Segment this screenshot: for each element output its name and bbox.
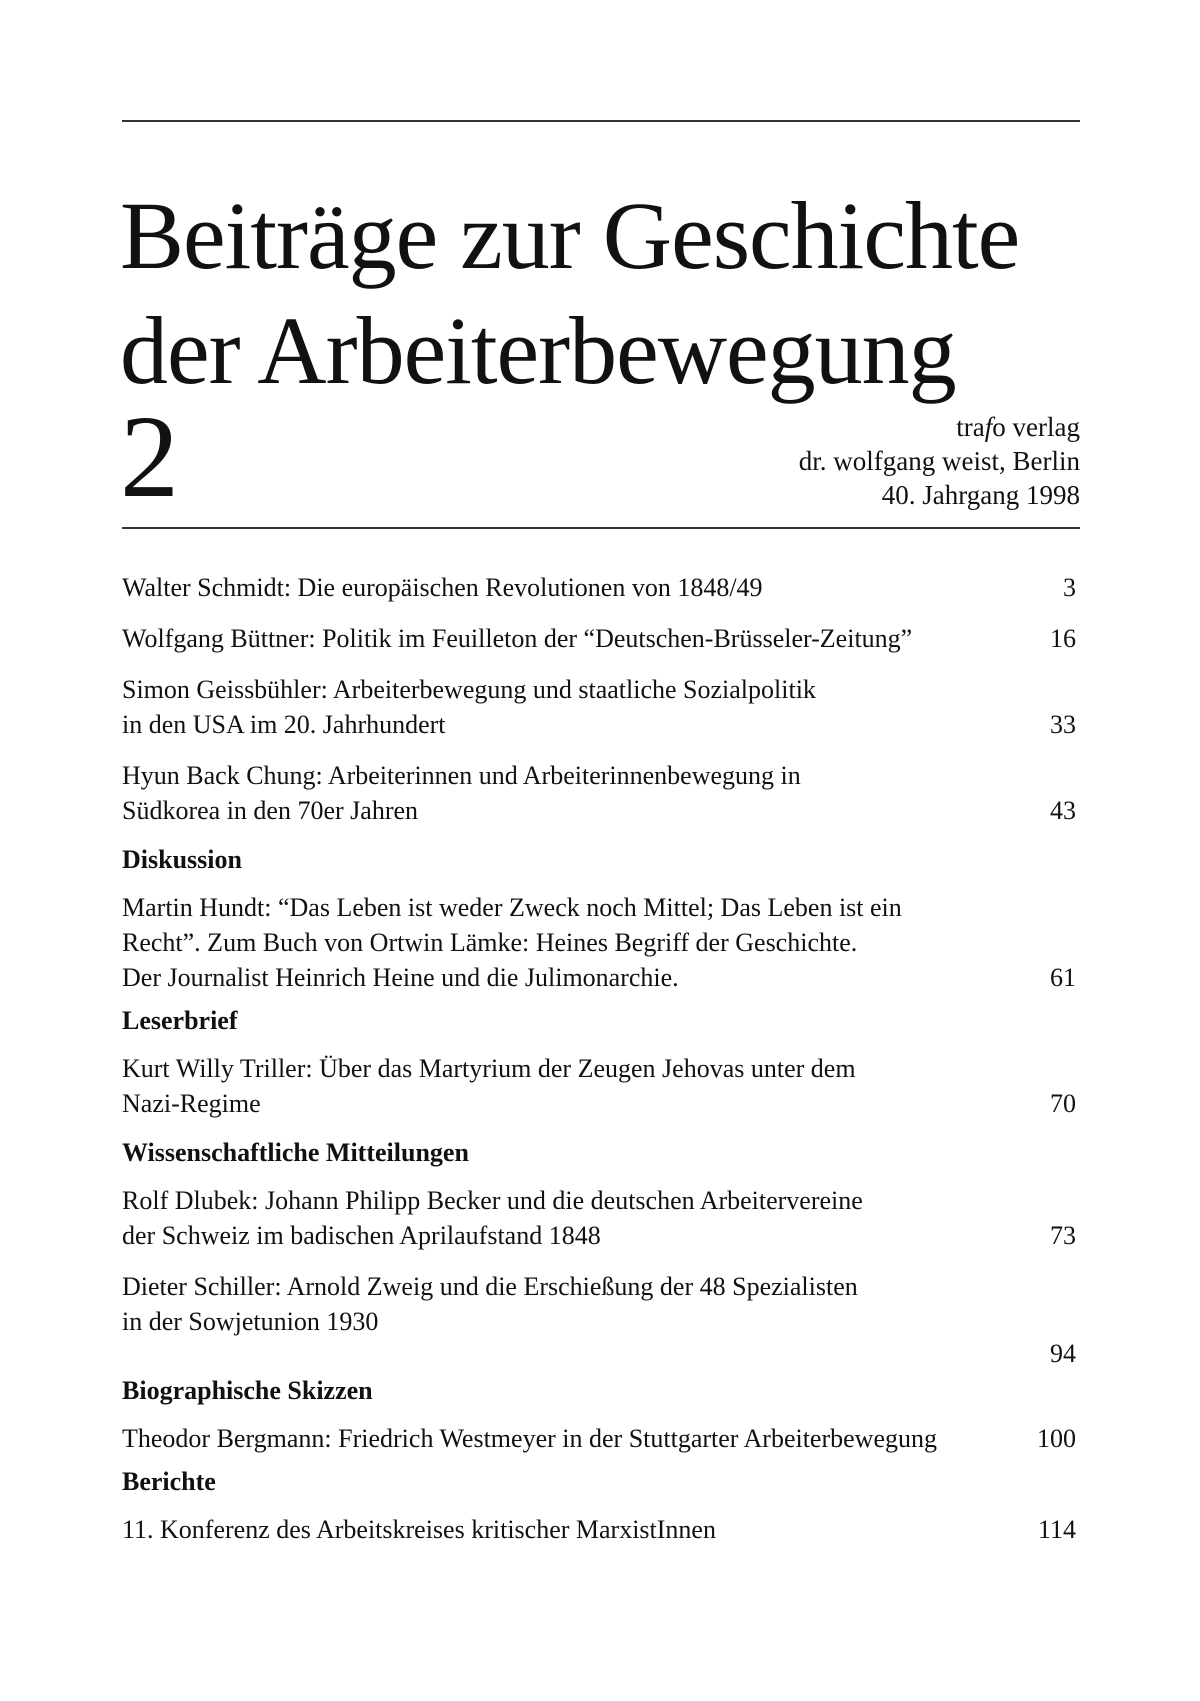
section-heading-reports: Berichte	[122, 1467, 216, 1496]
issue-number: 2	[120, 391, 179, 522]
toc-entry-page: 70	[1050, 1089, 1076, 1118]
top-rule	[122, 120, 1080, 122]
toc-entry-page: 61	[1050, 963, 1076, 992]
section-heading-letter: Leserbrief	[122, 1006, 238, 1035]
section-heading-discussion: Diskussion	[122, 845, 242, 874]
toc-entry-text: 11. Konferenz des Arbeitskreises kritischer MarxistInnen	[122, 1515, 716, 1544]
middle-rule	[122, 527, 1080, 529]
toc-entry	[122, 1183, 1076, 1253]
toc-entry-page: 100	[1037, 1424, 1076, 1453]
toc-entry-text: Martin Hundt: “Das Leben ist weder Zweck noch Mittel; Das Leben ist ein Recht”. Zum Buch von Ortwin Lämke: Heines Begriff der Geschichte. Der Journalist Heinrich Heine und die Julimonarchie.	[122, 893, 902, 992]
toc-entry	[122, 1051, 1076, 1121]
toc-entry-page: 73	[1050, 1221, 1076, 1250]
toc-entry	[122, 672, 1076, 742]
toc-entry-page: 43	[1050, 796, 1076, 825]
publisher-block	[799, 410, 1080, 512]
title-line-1: Beiträge zur Geschichte	[120, 182, 1020, 289]
toc-entry-text: Theodor Bergmann: Friedrich Westmeyer in der Stuttgarter Arbeiterbewegung	[122, 1424, 937, 1453]
toc-entry-text: Simon Geissbühler: Arbeiterbewegung und staatliche Sozialpolitik in den USA im 20. Jahrhundert	[122, 675, 816, 739]
toc-entry	[122, 1269, 1076, 1369]
toc-entry-page: 33	[1050, 710, 1076, 739]
toc-entry-text: Rolf Dlubek: Johann Philipp Becker und die deutschen Arbeitervereine der Schweiz im badischen Aprilaufstand 1848	[122, 1186, 863, 1250]
section-heading-bio: Biographische Skizzen	[122, 1376, 373, 1405]
publisher-name: trafo verlag	[956, 412, 1080, 442]
journal-title	[120, 178, 1019, 408]
toc-entry	[122, 570, 1076, 605]
toc-entry	[122, 1421, 1076, 1456]
table-of-contents	[122, 570, 1076, 1563]
section-heading-science: Wissenschaftliche Mitteilungen	[122, 1138, 469, 1167]
toc-entry-page: 114	[1037, 1515, 1076, 1544]
toc-entry-text: Dieter Schiller: Arnold Zweig und die Erschießung der 48 Spezialisten in der Sowjetunion 1930	[122, 1272, 858, 1336]
toc-entry	[122, 758, 1076, 828]
toc-entry	[122, 890, 1076, 995]
toc-entry-page: 16	[1050, 624, 1076, 653]
toc-entry	[122, 1512, 1076, 1547]
publisher-location: dr. wolfgang weist, Berlin	[798, 446, 1080, 476]
title-line-2: der Arbeiterbewegung	[120, 297, 956, 404]
volume-year: 40. Jahrgang 1998	[881, 480, 1080, 510]
toc-entry-text: Walter Schmidt: Die europäischen Revolutionen von 1848/49	[122, 573, 763, 602]
toc-entry-page: 3	[1063, 573, 1076, 602]
toc-entry	[122, 621, 1076, 656]
toc-entry-text: Kurt Willy Triller: Über das Martyrium der Zeugen Jehovas unter dem Nazi-Regime	[122, 1054, 856, 1118]
toc-entry-text: Hyun Back Chung: Arbeiterinnen und Arbeiterinnenbewegung in Südkorea in den 70er Jahren	[122, 761, 801, 825]
toc-entry-text: Wolfgang Büttner: Politik im Feuilleton der “Deutschen-Brüsseler-Zeitung”	[122, 624, 913, 653]
toc-entry-page: 94	[1050, 1339, 1076, 1368]
